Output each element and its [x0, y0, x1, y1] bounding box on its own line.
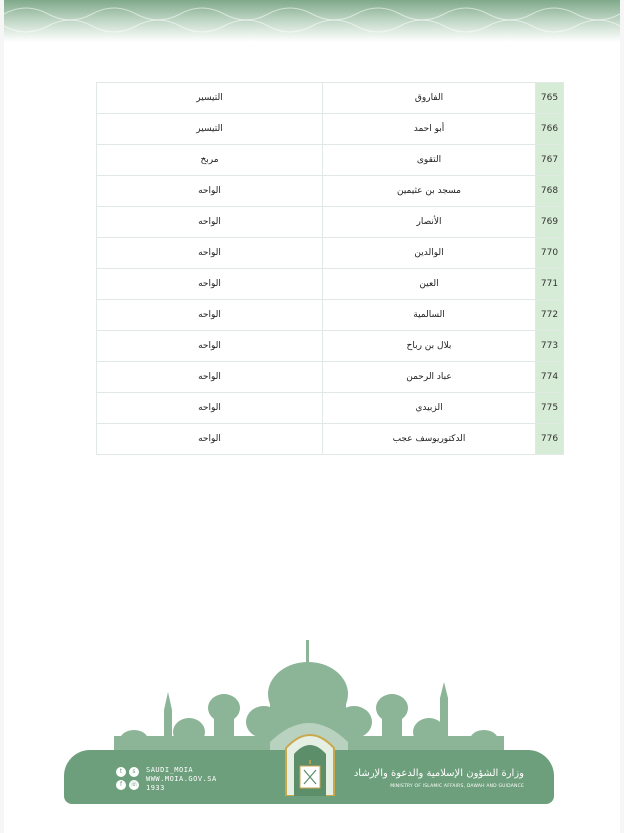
table-row: [97, 331, 564, 362]
row-number: 774: [536, 362, 564, 393]
mosque-name: الزبيدي: [323, 393, 536, 424]
row-number: 766: [536, 114, 564, 145]
table-row: [97, 114, 564, 145]
row-number: 772: [536, 300, 564, 331]
header-ornament: [4, 0, 620, 42]
row-number: 776: [536, 424, 564, 455]
district-name: الواحه: [97, 207, 323, 238]
contact-info: [146, 766, 217, 793]
snapchat-icon[interactable]: s: [129, 767, 139, 777]
mosque-name: العين: [323, 269, 536, 300]
row-number: 770: [536, 238, 564, 269]
mosque-name: الفاروق: [323, 83, 536, 114]
facebook-icon[interactable]: f: [116, 780, 126, 790]
row-number: 771: [536, 269, 564, 300]
mosque-name: التقوى: [323, 145, 536, 176]
district-name: الواحه: [97, 269, 323, 300]
table-row: [97, 393, 564, 424]
document-page: [4, 0, 620, 833]
mosque-name: السالمية: [323, 300, 536, 331]
mosque-name: الوالدين: [323, 238, 536, 269]
twitter-icon[interactable]: t: [116, 767, 126, 777]
table-row: [97, 300, 564, 331]
phone-number: 1933: [146, 784, 165, 792]
row-number: 768: [536, 176, 564, 207]
ministry-name-arabic: وزارة الشؤون الإسلامية والدعوة والإرشاد: [353, 768, 524, 779]
table-row: [97, 83, 564, 114]
district-name: الواحه: [97, 331, 323, 362]
footer-graphic: [64, 632, 554, 804]
district-name: الواحه: [97, 238, 323, 269]
table-row: [97, 176, 564, 207]
table-row: [97, 362, 564, 393]
mosque-name: الأنصار: [323, 207, 536, 238]
social-icons: [116, 767, 142, 795]
table-row: [97, 269, 564, 300]
mosque-name: مسجد بن عثيمين: [323, 176, 536, 207]
mosque-name: أبو احمد: [323, 114, 536, 145]
mosques-table: [96, 82, 564, 455]
website-link[interactable]: WWW.MOIA.GOV.SA: [146, 775, 217, 783]
district-name: الواحه: [97, 393, 323, 424]
table-row: [97, 145, 564, 176]
row-number: 775: [536, 393, 564, 424]
table-row: [97, 207, 564, 238]
district-name: الواحه: [97, 424, 323, 455]
district-name: التيسير: [97, 114, 323, 145]
row-number: 773: [536, 331, 564, 362]
district-name: الواحه: [97, 362, 323, 393]
ministry-emblem: [282, 720, 338, 796]
district-name: مربخ: [97, 145, 323, 176]
phone-icon[interactable]: ☏: [130, 781, 138, 788]
district-name: الواحه: [97, 300, 323, 331]
mosque-name: عباد الرحمن: [323, 362, 536, 393]
social-handle[interactable]: SAUDI_MOIA: [146, 766, 194, 774]
table-row: [97, 238, 564, 269]
row-number: 769: [536, 207, 564, 238]
mosque-name: الدكتوريوسف عجب: [323, 424, 536, 455]
row-number: 767: [536, 145, 564, 176]
row-number: 765: [536, 83, 564, 114]
table-row: [97, 424, 564, 455]
mosque-name: بلال بن رباح: [323, 331, 536, 362]
district-name: الواحه: [97, 176, 323, 207]
district-name: التيسير: [97, 83, 323, 114]
ministry-name-english: MINISTRY OF ISLAMIC AFFAIRS, DAWAH AND GUIDANCE: [390, 784, 524, 789]
